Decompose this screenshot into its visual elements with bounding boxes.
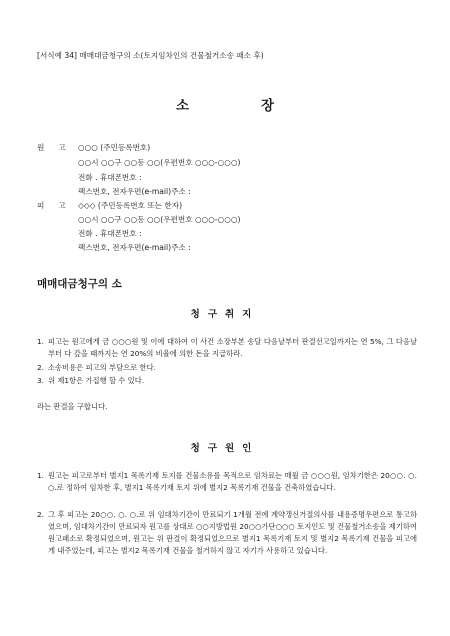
claim-purpose-item: [37, 362, 417, 374]
defendant-fax-email: 팩스번호, 전자우편(e-mail)주소 :: [78, 243, 191, 252]
document-title-part1: 소: [175, 98, 189, 114]
claim-purpose-item-number: 3.: [37, 376, 44, 385]
defendant-role-char1: 피: [37, 201, 45, 210]
claim-cause-heading: 청구원인: [190, 443, 260, 454]
plaintiff-phone: 전화 . 휴대폰번호 :: [78, 173, 142, 182]
plaintiff-address: ○○시 ○○구 ○○동 ○○(우편번호 ○○○-○○○): [78, 158, 241, 167]
defendant-role-label: [37, 200, 66, 211]
claim-purpose-item-text: 피고는 원고에게 금 ○○○원 및 이에 대하여 이 사건 소장부본 송달 다음날부터 판결선고일까지는 연 5%, 그 다음날부터 다 갚을 때까지는 연 20%의 비율에 의한 돈을 지급하라.: [48, 337, 417, 358]
plaintiff-role-char1: 원: [37, 143, 45, 152]
claim-purpose-item-text: 위 제1항은 가집행 할 수 있다.: [48, 376, 145, 385]
document-title-part2: 장: [261, 98, 275, 114]
claim-cause-item-text: 그 후 피고는 20○○. ○. ○.로 위 임대차기간이 만료되기 1개월 전에 계약갱신거절의사를 내용증명우편으로 통고하였으며, 임대차기간이 만료되자 원고를 상대로 ○○지방법원 20○○가단○○○ 토지인도 및 건물철거소송을 제기하여 원고패소로 확정되었으며, 원고는 위 판결이 확정되었으므로 별지1 목록기재 토지 및 별지2 목록기재 건물을 피고에게 내주었는데, 피고는 별지2 목록기재 건물을 철거하지 않고 자기가 사용하고 있습니다.: [48, 510, 417, 555]
plaintiff-role-char2: 고: [58, 143, 66, 152]
plaintiff-fax-email: 팩스번호, 전자우편(e-mail)주소 :: [78, 187, 191, 196]
claim-cause-item: [37, 509, 417, 557]
claim-purpose-item: [37, 375, 417, 387]
defendant-phone: 전화 . 휴대폰번호 :: [78, 229, 142, 238]
claim-purpose-closing: 라는 판결을 구합니다.: [37, 402, 108, 411]
claim-purpose-item-number: 1.: [37, 337, 44, 346]
defendant-address: ○○시 ○○구 ○○동 ○○(우편번호 ○○○-○○○): [78, 215, 241, 224]
defendant-role-char2: 고: [58, 201, 66, 210]
case-title: 매매대금청구의 소: [37, 278, 122, 290]
form-header: [서식예 34] 매매대금청구의 소(토지임차인의 건물철거소송 패소 후): [37, 51, 264, 60]
claim-cause-item-number: 1.: [37, 471, 44, 480]
defendant-name: ◇◇◇ (주민등록번호 또는 한자): [78, 201, 183, 210]
claim-cause-item-number: 2.: [37, 510, 44, 519]
claim-purpose-item-number: 2.: [37, 363, 44, 372]
plaintiff-role-label: [37, 142, 66, 153]
plaintiff-name: ○○○ (주민등록번호): [78, 143, 151, 152]
claim-purpose-item: [37, 336, 417, 360]
claim-cause-item-text: 원고는 피고로부터 별지1 목록기재 토지를 건물소유를 목적으로 임차료는 매월 금 ○○○원, 임차기한은 20○○. ○. ○.로 정하여 임차한 후, 별지1 목록기재 토지 위에 별지2 목록기재 건물을 건축하였습니다.: [48, 471, 417, 492]
claim-purpose-heading: 청구취지: [190, 309, 260, 320]
claim-purpose-item-text: 소송비용은 피고의 부담으로 한다.: [48, 363, 156, 372]
claim-cause-item: [37, 470, 417, 494]
document-title: [0, 94, 450, 114]
